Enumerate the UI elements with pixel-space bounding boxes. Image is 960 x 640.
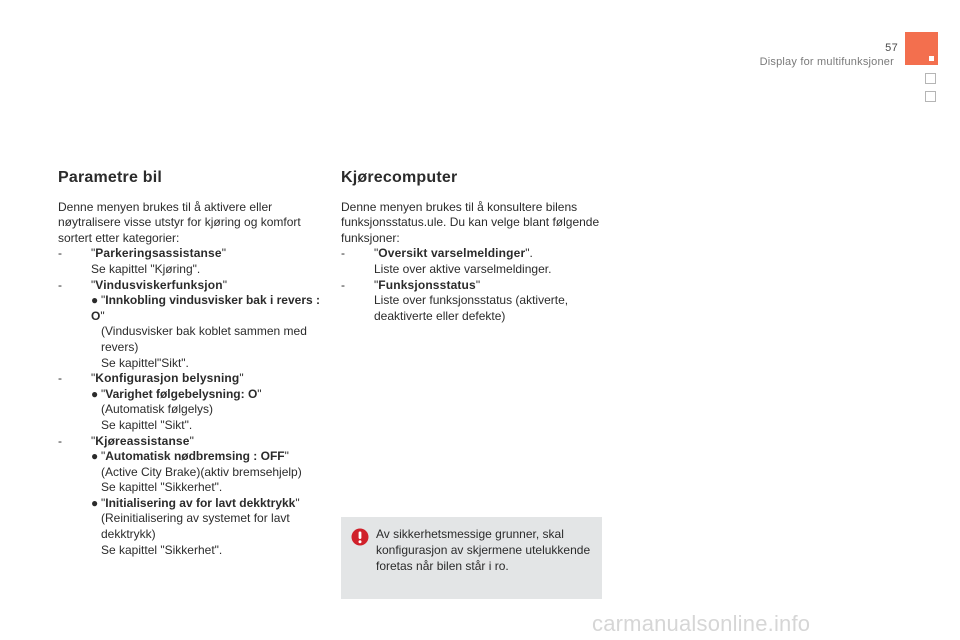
dash-marker: - — [58, 371, 62, 386]
tab-marker-icon — [929, 56, 934, 61]
sub-item-title: Automatisk nødbremsing : OFF — [105, 449, 285, 464]
kjorecomputer-column — [341, 170, 603, 324]
dash-marker: - — [58, 246, 62, 261]
list-item: - "Funksjonsstatus" Liste over funksjonsstatus (aktiverte, deaktiverte eller defekte) — [341, 278, 603, 325]
sub-item-title: Initialisering av for lavt dekktrykk — [105, 495, 296, 510]
chapter-tab-1[interactable] — [925, 73, 936, 84]
item-detail: Liste over aktive varselmeldinger. — [374, 261, 552, 276]
parametre-bil-heading: Parametre bil — [58, 169, 162, 186]
item-detail: Se kapittel "Kjøring". — [91, 261, 201, 276]
bullet-icon: ● — [91, 386, 99, 401]
sub-item: ● "Innkobling vindusvisker bak i revers : O" (Vindusvisker bak koblet sammen med revers) Se kapittel"Sikt". — [91, 293, 321, 370]
watermark: carmanualsonline.info — [592, 611, 811, 636]
list-item: - "Kjøreassistanse" — [58, 433, 194, 448]
dash-marker: - — [58, 277, 62, 292]
list-item: - "Parkeringsassistanse" Se kapittel "Kjøring". — [58, 246, 320, 277]
sub-item-detail: (Active City Brake)(aktiv bremsehjelp) — [101, 464, 302, 479]
sub-item-title: Innkobling vindusvisker bak i revers : O — [91, 293, 321, 323]
parametre-bil-intro: Denne menyen brukes til å aktivere eller nøytralisere visse utstyr for kjøring og komfort sortert etter kategorier: — [58, 199, 301, 245]
sub-item-detail: Se kapittel "Sikkerhet". — [101, 542, 223, 557]
bullet-icon: ● — [91, 449, 99, 464]
chapter-tab-2[interactable] — [925, 91, 936, 102]
item-title: Funksjonsstatus — [378, 277, 476, 292]
list-item: - "Oversikt varselmeldinger". Liste over aktive varselmeldinger. — [341, 246, 603, 277]
sub-item: ● "Automatisk nødbremsing : OFF" (Active City Brake)(aktiv bremsehjelp) Se kapittel "Sikkerhet". — [58, 449, 320, 496]
sub-item-title: Varighet følgebelysning: O — [105, 386, 258, 401]
kjorecomputer-heading: Kjørecomputer — [341, 169, 458, 186]
list-item: - "Konfigurasjon belysning" — [58, 371, 244, 386]
dash-marker: - — [341, 246, 345, 261]
parametre-bil-column — [58, 170, 320, 558]
list-item: - "Vindusviskerfunksjon" — [58, 277, 228, 292]
item-title: Kjøreassistanse — [95, 433, 190, 448]
sub-item: ● "Initialisering av for lavt dekktrykk" (Reinitialisering av systemet for lavt dekktrykk) Se kapittel "Sikkerhet". — [58, 496, 320, 558]
item-title: Parkeringsassistanse — [95, 246, 222, 261]
sub-item-detail: Se kapittel"Sikt". — [101, 355, 189, 370]
sub-item: ● "Varighet følgebelysning: O" (Automatisk følgelys) Se kapittel "Sikt". — [58, 387, 320, 434]
safety-note-text: Av sikkerhetsmessige grunner, skal konfigurasjon av skjermene utelukkende foretas når bilen står i ro. — [376, 527, 591, 573]
dash-marker: - — [341, 277, 345, 292]
bullet-icon: ● — [91, 293, 99, 308]
sub-item-detail: Se kapittel "Sikkerhet". — [101, 480, 223, 495]
section-title: Display for multifunksjoner — [759, 56, 894, 68]
kjorecomputer-intro: Denne menyen brukes til å konsultere bilens funksjonsstatus.ule. Du kan velge blant følgende funksjoner: — [341, 199, 600, 245]
page-number: 57 — [885, 42, 898, 54]
safety-note — [341, 517, 602, 599]
sub-item-detail: (Reinitialisering av systemet for lavt dekktrykk) — [101, 511, 290, 542]
chapter-tab-active[interactable] — [905, 32, 938, 65]
item-detail: Liste over funksjonsstatus (aktiverte, deaktiverte eller defekte) — [374, 293, 569, 323]
item-title: Vindusviskerfunksjon — [95, 277, 223, 292]
sub-item-detail: Se kapittel "Sikt". — [101, 417, 193, 432]
item-suffix: . — [529, 246, 533, 261]
sub-item-detail: (Vindusvisker bak koblet sammen med revers) — [101, 324, 307, 354]
dash-marker: - — [58, 433, 62, 448]
bullet-icon: ● — [91, 495, 99, 510]
warning-icon — [350, 528, 370, 546]
item-title: Oversikt varselmeldinger — [378, 246, 526, 261]
sub-item-detail: (Automatisk følgelys) — [101, 402, 214, 417]
item-title: Konfigurasjon belysning — [95, 371, 240, 386]
